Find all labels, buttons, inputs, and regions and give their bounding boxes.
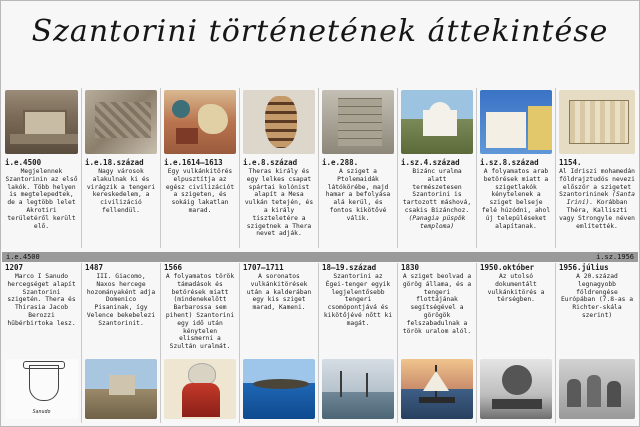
entry-text: A folyamatos török támadások és betörések miatt (mindenekelőtt Barbarossa sem pihent) Szantorini egy idő után kénytelen elismerni a Szultán uralmát. <box>165 273 235 351</box>
entry-text-caption: (Panagia püspök temploma) <box>408 214 466 230</box>
entry-top-8 <box>555 88 638 248</box>
entry-date: 1154. <box>559 158 582 167</box>
entry-bottom-3 <box>160 263 239 423</box>
photo-excavation <box>85 90 157 154</box>
entry-date: 1207 <box>5 263 24 272</box>
entry-top-1 <box>2 88 81 248</box>
entry-top-7 <box>476 88 555 248</box>
entry-text <box>401 168 473 230</box>
entry-date: i.e.1614–1613 <box>164 158 223 167</box>
entry-text-italic: (Santa Irini). <box>566 191 635 207</box>
coat-of-arms-seal <box>5 359 78 419</box>
entry-text-main: Bizánc uralma alatt természetesen Szantorini is tartozott máshová, csakis Bizánchoz. <box>402 168 472 214</box>
portrait-sultan <box>164 359 236 419</box>
poster-title: Szantorini történetének áttekintése <box>31 14 609 49</box>
entry-top-2 <box>81 88 160 248</box>
entry-date: 18–19.század <box>322 263 377 272</box>
entry-date: i.sz.8.század <box>480 158 539 167</box>
entry-bottom-1 <box>2 263 81 423</box>
entry-date: i.e.4500 <box>5 158 42 167</box>
entry-date: 1566 <box>164 263 183 272</box>
photo-fresco <box>164 90 236 154</box>
timeline-end-label: i.sz.1956 <box>596 253 634 261</box>
entry-text: Egy vulkánkitörés elpusztítja az egész civilizációt a szigeten, és sokáig lakatlan marad. <box>165 168 235 214</box>
entry-text: Marco I Sanudo hercegséget alapít Szantorini szigetén. Thera és Thirasia Jacob Berozzi hűbérbirtoka lesz. <box>7 273 76 327</box>
entry-text-tail: Korábban Théra, Kalliszti vagy Strongyle néven említették. <box>559 199 635 230</box>
entry-text: Az utolsó dokumentált vulkánkitörés a térségben. <box>487 273 545 304</box>
photo-old-map <box>559 90 635 154</box>
timeline-top-row <box>2 88 638 248</box>
seal-caption: Sanudo <box>32 409 51 415</box>
painting-sailing-ship <box>401 359 473 419</box>
entry-date: 1956.július <box>559 263 609 272</box>
entry-text: A sziget beolvad a görög állama, és a tengeri flottájának segítségével a görögök felszabadulnak a török uralom alól. <box>402 273 472 335</box>
photo-eruption-smoke <box>480 359 552 419</box>
photo-caldera-sea <box>243 359 315 419</box>
entry-text <box>559 168 635 230</box>
timeline-bottom-row <box>2 263 638 423</box>
photo-village <box>480 90 552 154</box>
painting-harbor <box>322 359 394 419</box>
photo-amphora <box>243 90 315 154</box>
entry-text: III. Giacomo, Naxos hercege hozományaként adja Domenico Pisaninak, így Velence bekebelezi Szantorinit. <box>86 273 156 327</box>
entry-date: i.sz.4.század <box>401 158 460 167</box>
photo-chapel <box>401 90 473 154</box>
photo-stone-wall <box>322 90 394 154</box>
entry-bottom-8 <box>555 263 638 423</box>
entry-bottom-7 <box>476 263 555 423</box>
entry-bottom-5 <box>318 263 397 423</box>
entry-bottom-2 <box>81 263 160 423</box>
entry-date: 1950.október <box>480 263 535 272</box>
entry-date: 1487 <box>85 263 104 272</box>
entry-bottom-4 <box>239 263 318 423</box>
timeline-start-label: i.e.4500 <box>6 253 40 261</box>
entry-text: Megjelennek Szantorinin az első lakók. Több helyen is megtelepedtek, de a legtöbb lelet Akrotiri területéről került elő. <box>5 168 78 230</box>
entry-date: i.e.8.század <box>243 158 298 167</box>
entry-text: Szantorini az Égei-tenger egyik legjelentősebb tengeri csomópontjává és kikötőjévé nőtt ki magát. <box>323 273 393 327</box>
entry-date: 1707–1711 <box>243 263 284 272</box>
entry-bottom-6 <box>397 263 476 423</box>
entry-date: i.e.18.század <box>85 158 144 167</box>
entry-text: Theras király és egy lelkes csapat spártai kolónist alapít a Mesa vulkán tetején, és a király tiszteletére a szigetnek a Thera nevet adják. <box>244 168 314 238</box>
entry-date: i.e.288. <box>322 158 359 167</box>
entry-top-6 <box>397 88 476 248</box>
photo-earthquake-crowd <box>559 359 635 419</box>
photo-stone-ruins <box>5 90 78 154</box>
entry-top-3 <box>160 88 239 248</box>
entry-text: A 20.század legnagyobb földrengése Európában (7.8-as a Richter-skála szerint) <box>560 273 634 319</box>
timeline-band <box>2 252 638 262</box>
entry-top-4 <box>239 88 318 248</box>
entry-text-main: Al Idriszi mohamedán földrajztudós nevezi először a szigetet Szantorininek <box>559 168 635 199</box>
entry-text: A folyamatos arab betörések miatt a szigetlakók kénytelenek a sziget belseje felé húzódni, ahol új településeket alapítanak. <box>481 168 551 230</box>
entry-text: Nagy városok alakulnak ki és virágzik a tengeri kereskedelem, a civilizáció fellendül. <box>86 168 156 214</box>
entry-text: A sziget a Ptolemaidák látókörébe, majd hamar a befolyása alá kerül, és fontos kikötővé válik. <box>325 168 391 222</box>
entry-text: A soronatos vulkánkitörések után a kalderában egy kis sziget marad, Kameni. <box>246 273 312 312</box>
entry-top-5 <box>318 88 397 248</box>
photo-fortress-hill <box>85 359 157 419</box>
entry-date: 1830 <box>401 263 420 272</box>
